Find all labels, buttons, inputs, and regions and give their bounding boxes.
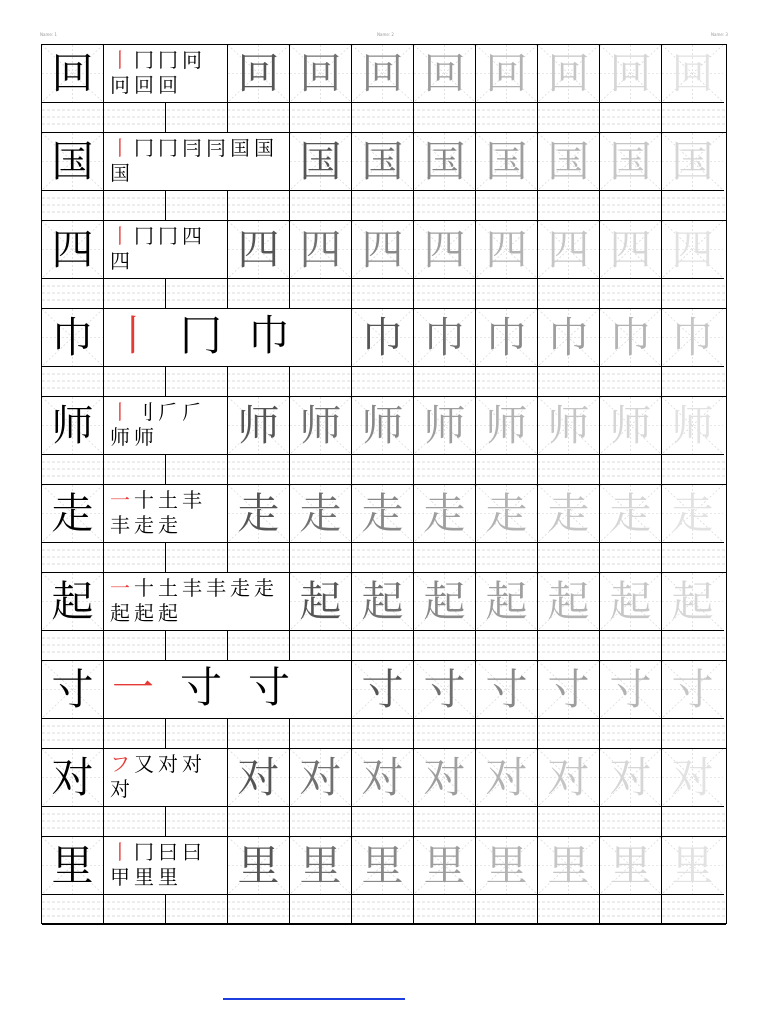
pinyin-guide-lines <box>42 103 726 133</box>
trace-character: 里 <box>423 841 466 890</box>
stroke-step: 囯 <box>230 136 250 160</box>
practice-row <box>42 133 726 221</box>
trace-character: 里 <box>299 841 342 890</box>
trace-character: 师 <box>609 401 652 450</box>
trace-character: 四 <box>361 225 404 274</box>
stroke-order-steps <box>110 752 223 802</box>
stroke-step: 走 <box>158 513 178 537</box>
trace-cell[interactable] <box>538 309 600 367</box>
stroke-step: 起 <box>110 601 130 625</box>
trace-character: 师 <box>299 401 342 450</box>
stroke-order-box <box>104 133 290 191</box>
trace-character: 四 <box>547 225 590 274</box>
trace-cell[interactable] <box>352 485 414 543</box>
pinyin-writing-lines[interactable] <box>42 279 726 309</box>
model-character: 走 <box>51 489 94 538</box>
trace-cell[interactable] <box>476 397 538 455</box>
header-center-label: Name: 2 <box>377 32 394 37</box>
trace-character: 寸 <box>485 665 528 714</box>
trace-character: 回 <box>609 49 652 98</box>
trace-character: 走 <box>361 489 404 538</box>
trace-character: 回 <box>547 49 590 98</box>
stroke-step: 走 <box>254 576 274 600</box>
trace-cell[interactable] <box>228 397 290 455</box>
stroke-step: 丨 <box>110 224 130 248</box>
model-character-cell <box>42 573 104 631</box>
model-character: 对 <box>51 753 94 802</box>
stroke-step: 里 <box>134 865 154 889</box>
pinyin-writing-lines[interactable] <box>42 367 726 397</box>
trace-cell[interactable] <box>662 397 724 455</box>
trace-cell[interactable] <box>352 221 414 279</box>
trace-character: 回 <box>671 49 714 98</box>
practice-row <box>42 221 726 309</box>
trace-cell[interactable] <box>476 573 538 631</box>
stroke-step: 丨 <box>110 136 130 160</box>
trace-cell[interactable] <box>538 45 600 103</box>
trace-cell[interactable] <box>290 133 352 191</box>
stroke-step: 寸 <box>180 663 245 712</box>
trace-cell[interactable] <box>290 485 352 543</box>
model-character: 回 <box>51 49 94 98</box>
stroke-step: 𠂆 <box>158 400 178 424</box>
trace-character: 四 <box>609 225 652 274</box>
trace-character: 对 <box>299 753 342 802</box>
trace-cell[interactable] <box>662 749 724 807</box>
stroke-step: 丨 <box>110 400 130 424</box>
stroke-step: 师 <box>134 425 154 449</box>
trace-character: 对 <box>485 753 528 802</box>
trace-cell[interactable] <box>228 837 290 895</box>
stroke-step: 寸 <box>248 663 313 712</box>
stroke-step: 冂 <box>158 224 178 248</box>
stroke-step: 回 <box>158 73 178 97</box>
practice-row <box>42 45 726 133</box>
trace-character: 四 <box>299 225 342 274</box>
trace-character: 国 <box>299 137 342 186</box>
stroke-step: 丰 <box>206 576 226 600</box>
header-left-label: Name: 1 <box>40 32 57 37</box>
stroke-step: 对 <box>158 752 178 776</box>
practice-row <box>42 397 726 485</box>
trace-character: 起 <box>299 577 342 626</box>
trace-character: 起 <box>485 577 528 626</box>
stroke-step: 师 <box>110 425 130 449</box>
pinyin-guide-lines <box>42 455 726 485</box>
trace-cell[interactable] <box>662 133 724 191</box>
trace-cell[interactable] <box>662 837 724 895</box>
model-character-cell <box>42 221 104 279</box>
pinyin-writing-lines[interactable] <box>42 631 726 661</box>
stroke-step: 冂 <box>134 840 154 864</box>
trace-cell[interactable] <box>228 221 290 279</box>
trace-cell[interactable] <box>476 45 538 103</box>
trace-cell[interactable] <box>600 837 662 895</box>
pinyin-writing-lines[interactable] <box>42 719 726 749</box>
model-character: 起 <box>51 577 94 626</box>
model-character: 师 <box>51 401 94 450</box>
trace-character: 四 <box>423 225 466 274</box>
pinyin-writing-lines[interactable] <box>42 191 726 221</box>
trace-character: 里 <box>671 841 714 890</box>
model-character: 四 <box>51 225 94 274</box>
practice-row <box>42 749 726 837</box>
stroke-order-box <box>104 221 228 279</box>
stroke-order-box <box>104 45 228 103</box>
trace-cell[interactable] <box>352 397 414 455</box>
stroke-step: 冂 <box>180 311 245 360</box>
trace-character: 走 <box>299 489 342 538</box>
model-character-cell <box>42 45 104 103</box>
stroke-order-steps <box>110 224 223 274</box>
model-character: 巾 <box>51 313 94 362</box>
stroke-step: 冃 <box>182 136 202 160</box>
pinyin-writing-lines[interactable] <box>42 543 726 573</box>
trace-cell[interactable] <box>600 45 662 103</box>
trace-character: 对 <box>361 753 404 802</box>
trace-cell[interactable] <box>290 397 352 455</box>
model-character-cell <box>42 397 104 455</box>
trace-character: 国 <box>547 137 590 186</box>
trace-character: 回 <box>361 49 404 98</box>
trace-cell[interactable] <box>476 221 538 279</box>
trace-cell[interactable] <box>414 133 476 191</box>
practice-row <box>42 661 726 749</box>
trace-cell[interactable] <box>414 309 476 367</box>
model-character-cell <box>42 661 104 719</box>
pinyin-writing-lines[interactable] <box>42 455 726 485</box>
trace-character: 回 <box>423 49 466 98</box>
stroke-step: 曰 <box>158 840 178 864</box>
header-right-label: Name: 3 <box>711 32 728 37</box>
trace-cell[interactable] <box>476 309 538 367</box>
footer-link[interactable] <box>223 998 405 1000</box>
trace-cell[interactable] <box>228 45 290 103</box>
stroke-order-steps <box>112 309 347 367</box>
pinyin-guide-lines <box>42 895 726 925</box>
trace-cell[interactable] <box>662 661 724 719</box>
practice-row <box>42 837 726 925</box>
pinyin-writing-lines[interactable] <box>42 807 726 837</box>
stroke-step: 冂 <box>158 48 178 72</box>
stroke-order-box <box>104 837 228 895</box>
trace-character: 回 <box>237 49 280 98</box>
trace-cell[interactable] <box>538 397 600 455</box>
trace-character: 寸 <box>671 665 714 714</box>
stroke-step: 丰 <box>110 513 130 537</box>
trace-cell[interactable] <box>662 309 724 367</box>
stroke-step: フ <box>110 752 130 776</box>
practice-sheet <box>41 44 727 924</box>
trace-character: 起 <box>361 577 404 626</box>
trace-cell[interactable] <box>600 749 662 807</box>
trace-cell[interactable] <box>600 661 662 719</box>
stroke-step: 四 <box>110 249 130 273</box>
trace-cell[interactable] <box>290 749 352 807</box>
trace-cell[interactable] <box>538 661 600 719</box>
trace-character: 师 <box>671 401 714 450</box>
trace-cell[interactable] <box>476 837 538 895</box>
trace-cell[interactable] <box>476 661 538 719</box>
stroke-step: 土 <box>158 488 178 512</box>
trace-character: 走 <box>485 489 528 538</box>
trace-character: 走 <box>609 489 652 538</box>
trace-character: 走 <box>423 489 466 538</box>
trace-character: 四 <box>485 225 528 274</box>
pinyin-guide-lines <box>42 543 726 573</box>
model-character: 国 <box>51 137 94 186</box>
trace-character: 对 <box>423 753 466 802</box>
trace-cell[interactable] <box>414 397 476 455</box>
stroke-order-steps <box>110 136 285 186</box>
stroke-step: 丨 <box>110 48 130 72</box>
trace-character: 里 <box>547 841 590 890</box>
stroke-order-box <box>104 397 228 455</box>
trace-character: 起 <box>423 577 466 626</box>
stroke-step: 走 <box>230 576 250 600</box>
stroke-step: 𠂆 <box>182 400 202 424</box>
practice-row <box>42 309 726 397</box>
trace-character: 师 <box>423 401 466 450</box>
trace-cell[interactable] <box>290 45 352 103</box>
trace-cell[interactable] <box>352 45 414 103</box>
trace-character: 起 <box>671 577 714 626</box>
trace-character: 寸 <box>547 665 590 714</box>
stroke-order-box <box>104 749 228 807</box>
trace-cell[interactable] <box>228 485 290 543</box>
trace-cell[interactable] <box>600 397 662 455</box>
trace-cell[interactable] <box>476 133 538 191</box>
trace-character: 里 <box>485 841 528 890</box>
trace-cell[interactable] <box>662 485 724 543</box>
trace-cell[interactable] <box>538 749 600 807</box>
trace-character: 对 <box>671 753 714 802</box>
trace-character: 四 <box>237 225 280 274</box>
trace-cell[interactable] <box>290 573 352 631</box>
trace-character: 国 <box>671 137 714 186</box>
trace-cell[interactable] <box>290 221 352 279</box>
trace-cell[interactable] <box>352 573 414 631</box>
trace-character: 四 <box>671 225 714 274</box>
trace-cell[interactable] <box>538 573 600 631</box>
trace-cell[interactable] <box>414 573 476 631</box>
stroke-step: 一 <box>110 576 130 600</box>
stroke-step: 冃 <box>206 136 226 160</box>
trace-character: 起 <box>547 577 590 626</box>
pinyin-guide-lines <box>42 807 726 837</box>
trace-cell[interactable] <box>662 221 724 279</box>
stroke-step: 土 <box>158 576 178 600</box>
trace-character: 里 <box>237 841 280 890</box>
trace-character: 巾 <box>485 313 528 362</box>
stroke-step: 丨 <box>110 840 130 864</box>
trace-cell[interactable] <box>352 749 414 807</box>
stroke-order-box <box>104 661 352 719</box>
stroke-step: 冂 <box>134 48 154 72</box>
trace-character: 国 <box>423 137 466 186</box>
trace-cell[interactable] <box>414 749 476 807</box>
trace-character: 对 <box>547 753 590 802</box>
trace-cell[interactable] <box>414 837 476 895</box>
trace-character: 巾 <box>547 313 590 362</box>
trace-character: 里 <box>609 841 652 890</box>
stroke-step: 对 <box>182 752 202 776</box>
model-character: 里 <box>51 841 94 890</box>
stroke-order-steps <box>110 576 285 626</box>
trace-character: 对 <box>237 753 280 802</box>
trace-cell[interactable] <box>476 485 538 543</box>
stroke-order-box <box>104 573 290 631</box>
stroke-step: 曰 <box>182 840 202 864</box>
trace-character: 走 <box>547 489 590 538</box>
pinyin-guide-lines <box>42 279 726 309</box>
trace-character: 巾 <box>423 313 466 362</box>
trace-cell[interactable] <box>662 573 724 631</box>
stroke-step: 又 <box>134 752 154 776</box>
stroke-step: 起 <box>158 601 178 625</box>
stroke-step: 国 <box>254 136 274 160</box>
stroke-step: 巾 <box>248 311 313 360</box>
trace-cell[interactable] <box>600 221 662 279</box>
stroke-step: 冂 <box>134 224 154 248</box>
stroke-step: 刂 <box>134 400 154 424</box>
stroke-step: 丨 <box>112 311 177 360</box>
stroke-step: 四 <box>182 224 202 248</box>
stroke-step: 一 <box>110 488 130 512</box>
trace-character: 对 <box>609 753 652 802</box>
trace-character: 国 <box>361 137 404 186</box>
trace-cell[interactable] <box>352 309 414 367</box>
stroke-order-steps <box>110 488 223 538</box>
stroke-step: 十 <box>134 576 154 600</box>
trace-cell[interactable] <box>414 45 476 103</box>
stroke-order-box <box>104 309 352 367</box>
stroke-step: 回 <box>134 73 154 97</box>
stroke-step: 丰 <box>182 576 202 600</box>
trace-cell[interactable] <box>476 749 538 807</box>
trace-cell[interactable] <box>600 573 662 631</box>
trace-cell[interactable] <box>538 133 600 191</box>
stroke-step: 一 <box>112 663 177 712</box>
practice-row <box>42 485 726 573</box>
model-character-cell <box>42 485 104 543</box>
stroke-step: 甲 <box>110 865 130 889</box>
trace-cell[interactable] <box>600 485 662 543</box>
stroke-step: 冋 <box>110 73 130 97</box>
trace-character: 寸 <box>361 665 404 714</box>
stroke-step: 丰 <box>182 488 202 512</box>
pinyin-writing-lines[interactable] <box>42 103 726 133</box>
stroke-step: 冂 <box>158 136 178 160</box>
trace-cell[interactable] <box>414 221 476 279</box>
practice-row <box>42 573 726 661</box>
trace-character: 巾 <box>671 313 714 362</box>
trace-cell[interactable] <box>228 749 290 807</box>
trace-character: 寸 <box>609 665 652 714</box>
stroke-step: 里 <box>158 865 178 889</box>
stroke-step: 对 <box>110 777 130 801</box>
trace-character: 起 <box>609 577 652 626</box>
trace-cell[interactable] <box>414 485 476 543</box>
model-character-cell <box>42 749 104 807</box>
trace-cell[interactable] <box>662 45 724 103</box>
trace-cell[interactable] <box>352 133 414 191</box>
trace-cell[interactable] <box>352 837 414 895</box>
trace-character: 走 <box>671 489 714 538</box>
stroke-step: 冋 <box>182 48 202 72</box>
pinyin-guide-lines <box>42 367 726 397</box>
stroke-step: 十 <box>134 488 154 512</box>
trace-character: 国 <box>485 137 528 186</box>
trace-character: 师 <box>361 401 404 450</box>
trace-character: 寸 <box>423 665 466 714</box>
pinyin-guide-lines <box>42 719 726 749</box>
pinyin-guide-lines <box>42 631 726 661</box>
trace-character: 巾 <box>361 313 404 362</box>
model-character: 寸 <box>51 665 94 714</box>
trace-character: 国 <box>609 137 652 186</box>
trace-character: 巾 <box>609 313 652 362</box>
pinyin-guide-lines <box>42 191 726 221</box>
trace-character: 师 <box>485 401 528 450</box>
trace-character: 师 <box>547 401 590 450</box>
trace-cell[interactable] <box>538 837 600 895</box>
trace-character: 回 <box>299 49 342 98</box>
stroke-step: 走 <box>134 513 154 537</box>
trace-character: 里 <box>361 841 404 890</box>
stroke-order-steps <box>110 400 223 450</box>
stroke-step: 冂 <box>134 136 154 160</box>
trace-cell[interactable] <box>290 837 352 895</box>
model-character-cell <box>42 309 104 367</box>
trace-character: 师 <box>237 401 280 450</box>
trace-character: 回 <box>485 49 528 98</box>
stroke-order-box <box>104 485 228 543</box>
trace-cell[interactable] <box>600 309 662 367</box>
stroke-order-steps <box>110 840 223 890</box>
trace-cell[interactable] <box>600 133 662 191</box>
stroke-step: 起 <box>134 601 154 625</box>
stroke-order-steps <box>110 48 223 98</box>
model-character-cell <box>42 133 104 191</box>
stroke-order-steps <box>112 661 347 719</box>
trace-cell[interactable] <box>538 221 600 279</box>
model-character-cell <box>42 837 104 895</box>
trace-cell[interactable] <box>538 485 600 543</box>
stroke-step: 国 <box>110 161 130 185</box>
trace-cell[interactable] <box>352 661 414 719</box>
trace-cell[interactable] <box>414 661 476 719</box>
pinyin-writing-lines[interactable] <box>42 895 726 925</box>
trace-character: 走 <box>237 489 280 538</box>
